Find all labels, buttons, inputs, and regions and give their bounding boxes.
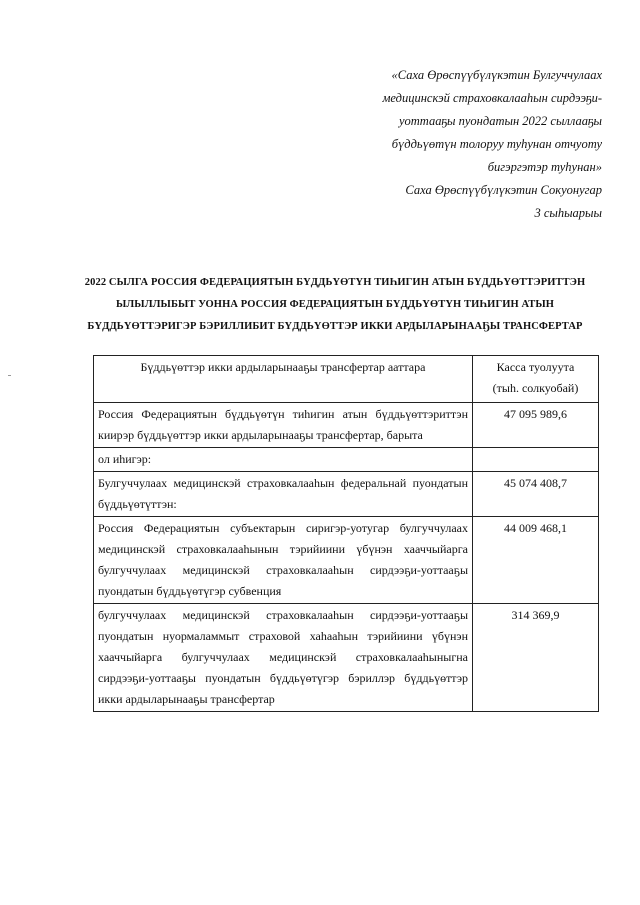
row-label: Россия Федерациятын субъектарын сиригэр-уотугар булгуччулаах медицинскэй страховкалааһынын тэрийиини үбүнэн хааччыйарга булгуччулаах медицинскэй страховкалааһын сирдээҕи-уоттааҕы пуондатын бүддьүөтүгэр субвенция — [94, 517, 473, 604]
row-value: 45 074 408,7 — [473, 472, 599, 517]
table-row — [94, 472, 599, 517]
note-line: Саха Өрөспүүбүлүкэтин Сокуонугар — [405, 183, 602, 197]
transfers-table — [93, 355, 599, 712]
note-line: бүддьүөтүн толоруу туһунан отчуоту — [391, 137, 602, 151]
title-line: 2022 СЫЛГА РОССИЯ ФЕДЕРАЦИЯТЫН БҮДДЬҮӨТҮН ТИҺИГИН АТЫН БҮДДЬҮӨТТЭРИТТЭН — [84, 277, 586, 288]
note-line: 3 сыһыарыы — [534, 206, 602, 220]
header-name-cell: Бүддьүөттэр икки ардыларынааҕы трансфертар ааттара — [94, 356, 473, 403]
table-row — [94, 517, 599, 604]
table-header-row — [94, 356, 599, 403]
document-title — [70, 272, 600, 338]
row-value: 314 369,9 — [473, 604, 599, 712]
row-label: Россия Федерациятын бүддьүөтүн тиһигин атын бүддьүөттэриттэн киирэр бүддьүөттэр икки ардыларынааҕы трансфертар, барыта — [94, 403, 473, 448]
row-value — [473, 448, 599, 472]
header-amount-unit: (тыһ. солкуобай) — [492, 381, 579, 395]
note-line: бигэргэтэр туһунан» — [487, 160, 602, 174]
row-value: 44 009 468,1 — [473, 517, 599, 604]
title-line: БҮДДЬҮӨТТЭРИГЭР БЭРИЛЛИБИТ БҮДДЬҮӨТТЭР ИККИ АРДЫЛАРЫНААҔЫ ТРАНСФЕРТАР — [87, 321, 583, 332]
table-row — [94, 604, 599, 712]
row-label: булгуччулаах медицинскэй страховкалааһын сирдээҕи-уоттааҕы пуондатын нуормаламмыт страховой хаһааһын тэрийиини үбүнэн хааччыйарга булгуччулаах медицинскэй страховкалааһыныгна сирдээҕи-уоттааҕы пуондатын бүддьүөтүгэр бэриллэр бүддьүөттэр икки ардыларынааҕы трансфертар — [94, 604, 473, 712]
header-amount-line: Касса туолуута — [496, 360, 575, 374]
title-line: ЫЛЫЛЛЫБЫТ УОННА РОССИЯ ФЕДЕРАЦИЯТЫН БҮДДЬҮӨТҮН ТИҺИГИН АТЫН — [115, 299, 555, 310]
appendix-note — [302, 64, 602, 225]
table-row — [94, 403, 599, 448]
margin-mark — [8, 375, 11, 376]
row-value: 47 095 989,6 — [473, 403, 599, 448]
note-line: медицинскэй страховкалааһын сирдээҕи- — [382, 91, 602, 105]
row-label: Булгуччулаах медицинскэй страховкалааһын федеральнай пуондатын бүддьүөтүттэн: — [94, 472, 473, 517]
note-line: уоттааҕы пуондатын 2022 сыллааҕы — [398, 114, 602, 128]
table-row — [94, 448, 599, 472]
note-line: «Саха Өрөспүүбүлүкэтин Булгуччулаах — [391, 68, 602, 82]
header-amount-cell — [473, 356, 599, 403]
row-label: ол иһигэр: — [94, 448, 473, 472]
